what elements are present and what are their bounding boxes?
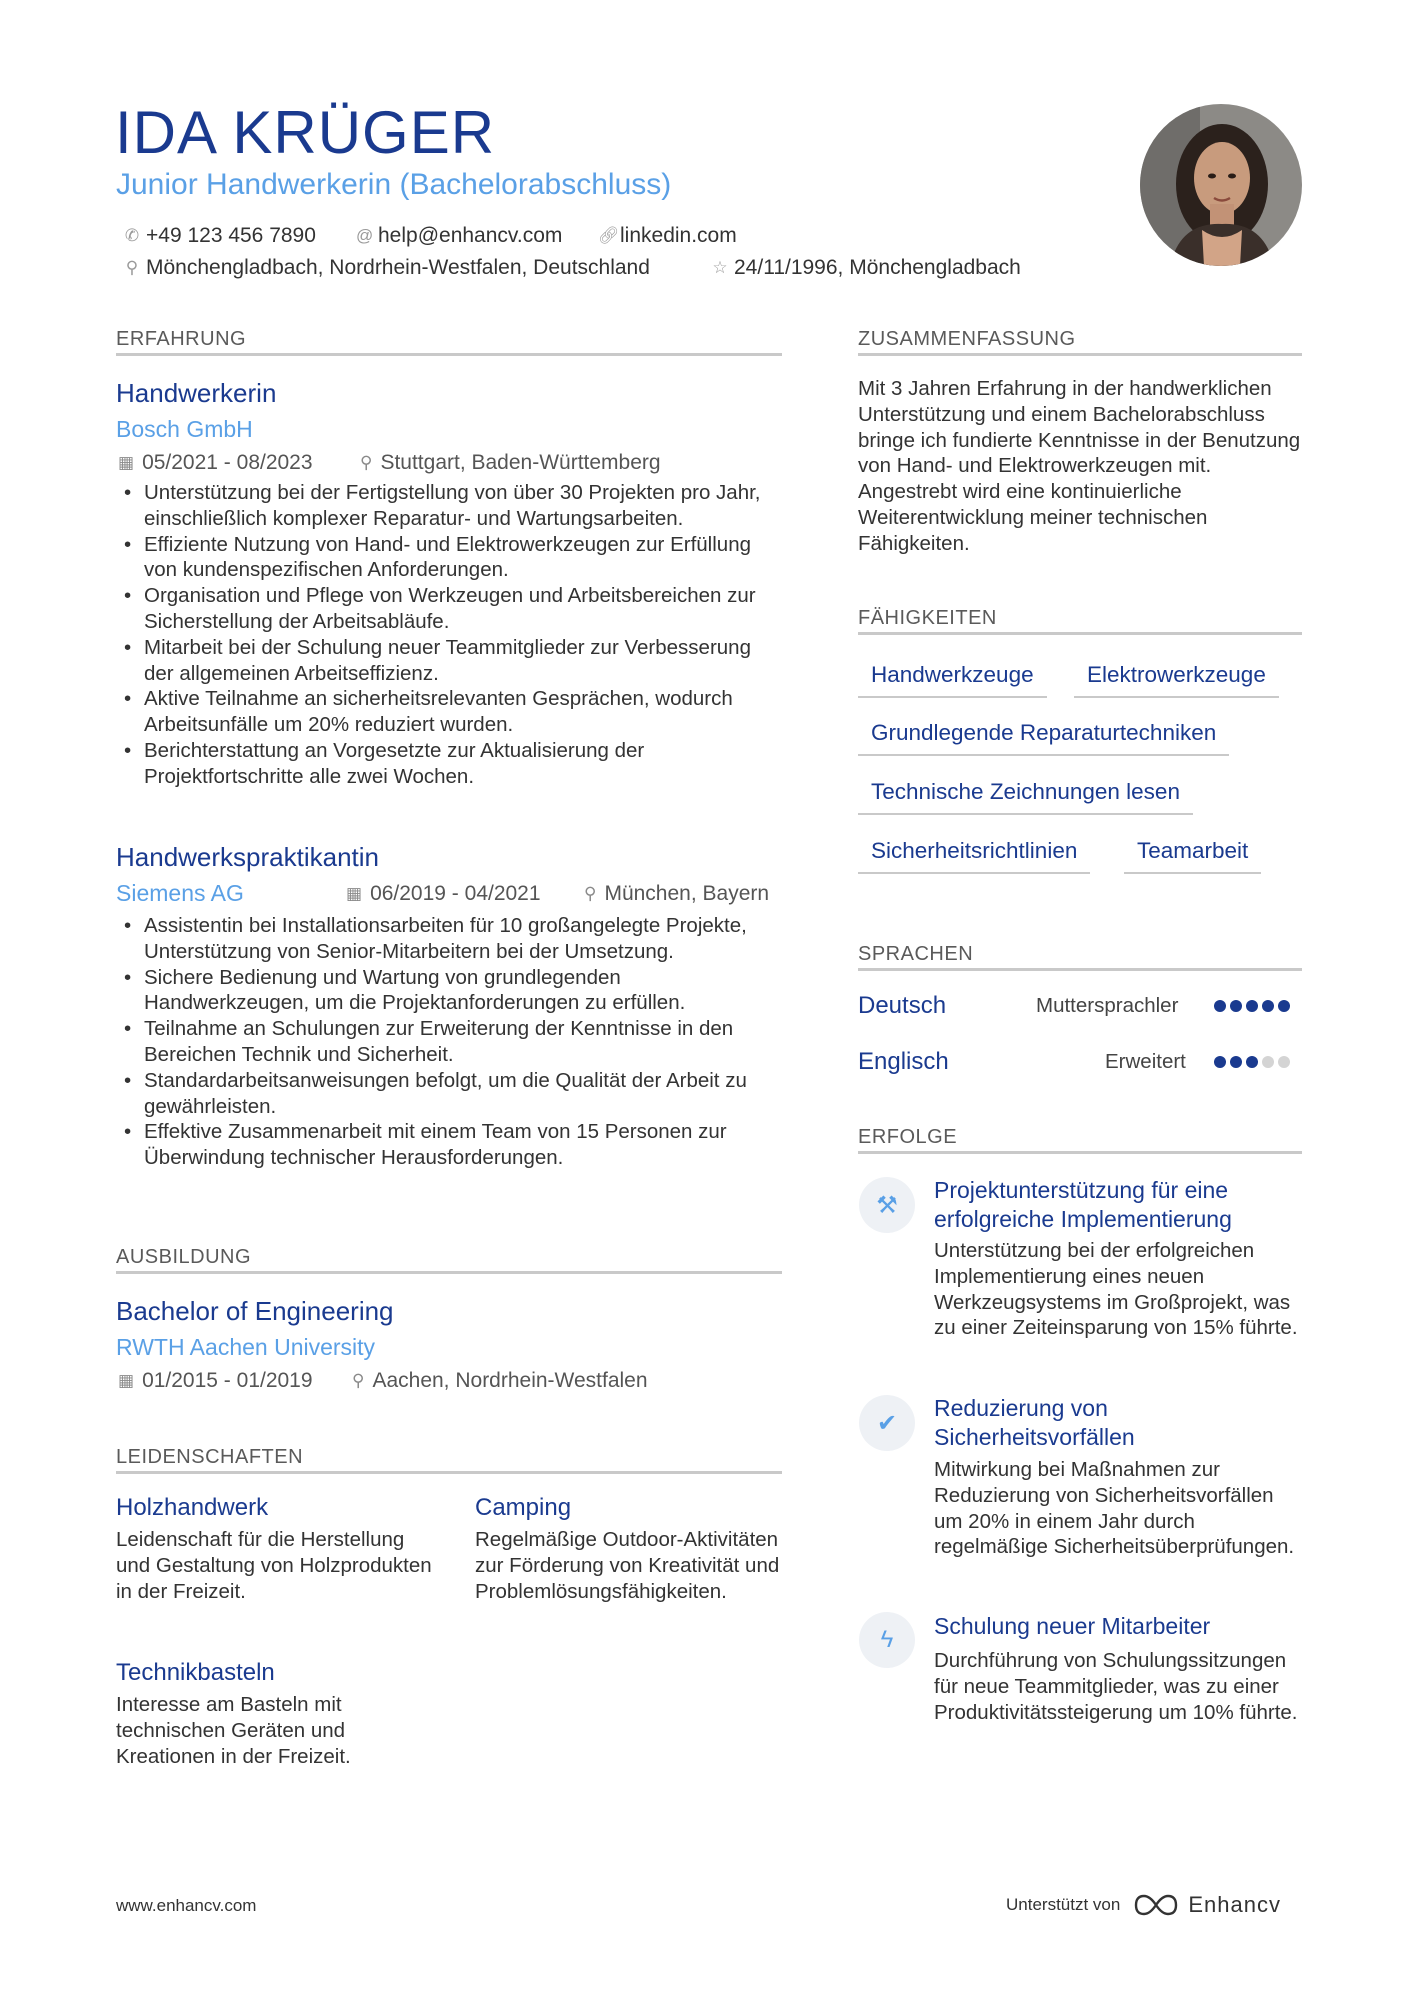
list-item: • Assistentin bei Installationsarbeiten für 10 großangelegte Projekte, Unterstützung von Senior-Mitarbeitern bei der Umsetzung. xyxy=(116,913,786,965)
list-item: • Organisation und Pflege von Werkzeugen und Arbeitsbereichen zur Sicherstellung der Arbeitsabläufe. xyxy=(116,583,786,635)
education-school: RWTH Aachen University xyxy=(116,1334,376,1360)
achievement-3-text: Durchführung von Schulungssitzungen für neue Teammitglieder, was zu einer Produktivitätssteigerung um 10% führte. xyxy=(934,1649,1298,1724)
contact-location: ⚲ Mönchengladbach, Nordrhein-Westfalen, Deutschland xyxy=(125,256,650,279)
phone-icon: ✆ xyxy=(124,226,140,245)
rating-dot xyxy=(1230,1056,1242,1068)
list-item: • Aktive Teilnahme an sicherheitsrelevanten Gesprächen, wodurch Arbeitsunfälle um 20% reduziert wurden. xyxy=(116,686,786,738)
passion-3-text: Interesse am Basteln mit technischen Geräten und Kreationen in der Freizeit. xyxy=(116,1693,351,1768)
contact-linkedin[interactable]: 🔗︎ linkedin.com xyxy=(598,224,737,247)
contact-phone: ✆ +49 123 456 7890 xyxy=(124,224,316,247)
section-divider xyxy=(116,1271,782,1274)
profile-photo xyxy=(1140,104,1302,266)
link-icon: 🔗︎ xyxy=(598,226,620,245)
rating-dot xyxy=(1278,1000,1290,1012)
experience-1-dates: ▦ 05/2021 - 08/2023 xyxy=(118,451,313,474)
summary-text: Mit 3 Jahren Erfahrung in der handwerklichen Unterstützung und einem Bachelorabschluss bringe ich fundierte Kenntnisse in der Benutzung von Hand- und Elektrowerkzeugen mit. Angestrebt wird eine kontinuierliche Weiterentwicklung meiner technischen Fähigkeiten. xyxy=(858,377,1301,555)
achievement-3-title: Schulung neuer Mitarbeiter xyxy=(934,1613,1211,1639)
check-icon: ✔ xyxy=(859,1395,915,1451)
experience-2-company: Siemens AG xyxy=(116,880,244,906)
section-title-skills: FÄHIGKEITEN xyxy=(858,607,997,629)
skill-tag: Technische Zeichnungen lesen xyxy=(858,779,1193,815)
list-item: • Mitarbeit bei der Schulung neuer Teammitglieder zur Verbesserung der allgemeinen Arbeitseffizienz. xyxy=(116,635,786,687)
calendar-icon: ▦ xyxy=(346,884,363,903)
experience-2-dates: ▦ 06/2019 - 04/2021 xyxy=(346,882,541,905)
language-2-level: Erweitert xyxy=(1105,1050,1186,1073)
rating-dot xyxy=(1262,1056,1274,1068)
job-title: Junior Handwerkerin (Bachelorabschluss) xyxy=(116,168,672,201)
location-pin-icon: ⚲ xyxy=(584,884,597,903)
skill-tag: Grundlegende Reparaturtechniken xyxy=(858,720,1229,756)
list-item: • Standardarbeitsanweisungen befolgt, um die Qualität der Arbeit zu gewährleisten. xyxy=(116,1068,786,1120)
candidate-name: IDA KRÜGER xyxy=(115,99,496,166)
passion-1-title: Holzhandwerk xyxy=(116,1494,269,1521)
section-divider xyxy=(858,353,1302,356)
passion-2-text: Regelmäßige Outdoor-Aktivitäten zur Förderung von Kreativität und Problemlösungsfähigkeiten. xyxy=(475,1528,780,1603)
language-1-name: Deutsch xyxy=(858,992,947,1019)
at-icon: @ xyxy=(356,226,374,245)
skill-tag: Teamarbeit xyxy=(1124,838,1261,874)
magic-wand-icon: ⚒ xyxy=(859,1177,915,1233)
section-title-experience: ERFAHRUNG xyxy=(116,328,247,350)
achievement-2-text: Mitwirkung bei Maßnahmen zur Reduzierung von Sicherheitsvorfällen um 20% in einem Jahr durch regelmäßige Sicherheitsüberprüfungen. xyxy=(934,1458,1295,1559)
passion-1-text: Leidenschaft für die Herstellung und Gestaltung von Holzprodukten in der Freizeit. xyxy=(116,1528,432,1603)
footer-powered-by[interactable]: Unterstützt von Enhancv xyxy=(1006,1892,1281,1917)
language-2-rating xyxy=(1214,1056,1290,1068)
rating-dot xyxy=(1278,1056,1290,1068)
list-item: • Effiziente Nutzung von Hand- und Elektrowerkzeugen zur Erfüllung von kundenspezifischen Anforderungen. xyxy=(116,532,786,584)
section-title-summary: ZUSAMMENFASSUNG xyxy=(858,328,1076,350)
achievement-1-text: Unterstützung bei der erfolgreichen Implementierung eines neuen Werkzeugsystems im Großprojekt, was zu einer Zeiteinsparung von 15% führte. xyxy=(934,1239,1298,1340)
section-title-passions: LEIDENSCHAFTEN xyxy=(116,1446,304,1468)
location-pin-icon: ⚲ xyxy=(352,1371,365,1390)
experience-2-location: ⚲ München, Bayern xyxy=(584,882,770,905)
list-item: • Sichere Bedienung und Wartung von grundlegenden Handwerkzeugen, um die Projektanforderungen zu erfüllen. xyxy=(116,965,786,1017)
skill-tag: Elektrowerkzeuge xyxy=(1074,662,1279,698)
experience-1-role: Handwerkerin xyxy=(116,378,277,408)
location-pin-icon: ⚲ xyxy=(125,258,139,277)
section-divider xyxy=(858,968,1302,971)
passion-2-title: Camping xyxy=(475,1494,572,1521)
portrait-image xyxy=(1140,104,1302,266)
section-divider xyxy=(116,353,782,356)
rating-dot xyxy=(1214,1000,1226,1012)
lightning-icon: ϟ xyxy=(859,1612,915,1668)
section-title-education: AUSBILDUNG xyxy=(116,1246,252,1268)
experience-1-company: Bosch GmbH xyxy=(116,416,253,442)
language-1-level: Muttersprachler xyxy=(1036,994,1179,1017)
enhancv-brand: Enhancv xyxy=(1188,1892,1281,1917)
section-title-achievements: ERFOLGE xyxy=(858,1126,958,1148)
section-title-languages: SPRACHEN xyxy=(858,943,974,965)
education-degree: Bachelor of Engineering xyxy=(116,1296,394,1326)
list-item: • Effektive Zusammenarbeit mit einem Team von 15 Personen zur Überwindung technischer Herausforderungen. xyxy=(116,1119,786,1171)
footer-website[interactable]: www.enhancv.com xyxy=(116,1896,257,1915)
list-item: • Unterstützung bei der Fertigstellung von über 30 Projekten pro Jahr, einschließlich komplexer Reparatur- und Wartungsarbeiten. xyxy=(116,480,786,532)
location-pin-icon: ⚲ xyxy=(360,453,373,472)
rating-dot xyxy=(1230,1000,1242,1012)
education-location: ⚲ Aachen, Nordrhein-Westfalen xyxy=(352,1369,648,1392)
section-divider xyxy=(858,1151,1302,1154)
achievement-2-title: Reduzierung von Sicherheitsvorfällen xyxy=(934,1395,1135,1450)
section-divider xyxy=(858,632,1302,635)
list-item: • Teilnahme an Schulungen zur Erweiterung der Kenntnisse in den Bereichen Technik und Sicherheit. xyxy=(116,1016,786,1068)
rating-dot xyxy=(1214,1056,1226,1068)
enhancv-logo-icon xyxy=(1132,1892,1180,1918)
language-2-name: Englisch xyxy=(858,1048,949,1075)
language-1-rating xyxy=(1214,1000,1290,1012)
calendar-icon: ▦ xyxy=(118,1371,135,1390)
contact-birth: ☆ 24/11/1996, Mönchengladbach xyxy=(712,256,1021,279)
experience-1-bullets xyxy=(116,480,786,790)
contact-email[interactable]: @ help@enhancv.com xyxy=(356,224,563,247)
rating-dot xyxy=(1262,1000,1274,1012)
skill-tag: Handwerkzeuge xyxy=(858,662,1047,698)
star-icon: ☆ xyxy=(712,258,728,277)
list-item: • Berichterstattung an Vorgesetzte zur Aktualisierung der Projektfortschritte alle zwei Wochen. xyxy=(116,738,786,790)
passion-3-title: Technikbasteln xyxy=(116,1659,275,1686)
section-divider xyxy=(116,1471,782,1474)
skill-tag: Sicherheitsrichtlinien xyxy=(858,838,1090,874)
rating-dot xyxy=(1246,1000,1258,1012)
experience-2-bullets xyxy=(116,913,786,1171)
experience-1-location: ⚲ Stuttgart, Baden-Württemberg xyxy=(360,451,661,474)
achievement-1-title: Projektunterstützung für eine erfolgreiche Implementierung xyxy=(934,1177,1232,1232)
experience-2-role: Handwerkspraktikantin xyxy=(116,842,380,872)
rating-dot xyxy=(1246,1056,1258,1068)
education-dates: ▦ 01/2015 - 01/2019 xyxy=(118,1369,313,1392)
calendar-icon: ▦ xyxy=(118,453,135,472)
